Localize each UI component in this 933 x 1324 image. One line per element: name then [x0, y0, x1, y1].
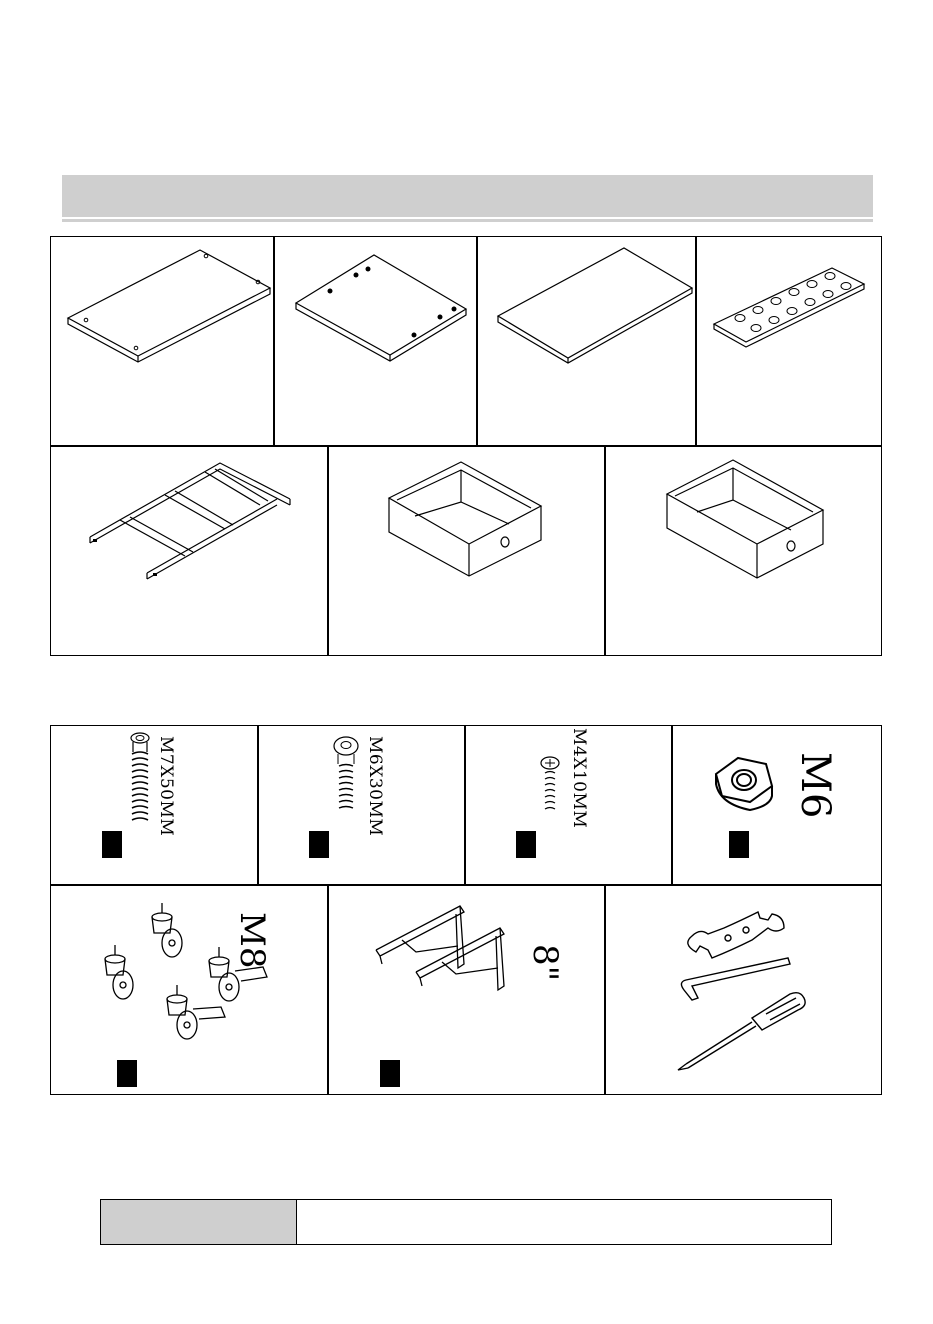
screw-m7-label: M7X50MM [156, 736, 176, 837]
top-panel-illustration [60, 240, 275, 370]
part-tag-4 [729, 831, 749, 858]
casters-label: M8 [232, 912, 272, 969]
screw-m4-illustration [536, 755, 564, 815]
brackets-label: 8" [525, 944, 565, 982]
cap-nut-illustration [708, 748, 778, 818]
nut-label: M6 [792, 752, 838, 819]
footer-box [100, 1199, 832, 1245]
drawer-large-illustration [663, 456, 828, 581]
frame-illustration [85, 455, 295, 585]
part-tag-1 [102, 831, 122, 858]
tools-illustration [672, 906, 822, 1071]
shelf-panel-illustration [492, 242, 697, 367]
screw-m7-illustration [120, 730, 160, 830]
part-tag-5 [117, 1060, 137, 1087]
footer-label-cell [101, 1200, 297, 1244]
tool-holder-illustration [710, 262, 870, 362]
header-underline [62, 219, 873, 222]
part-tag-2 [309, 831, 329, 858]
screw-m4-label: M4X10MM [569, 728, 589, 829]
side-panel-illustration [290, 245, 470, 365]
header-banner [62, 175, 873, 217]
drawer-small-illustration [385, 458, 545, 578]
folding-brackets-illustration [372, 902, 522, 1002]
screw-m6-illustration [328, 734, 364, 814]
screw-m6-label: M6X30MM [365, 736, 385, 837]
part-tag-6 [380, 1060, 400, 1087]
part-tag-3 [516, 831, 536, 858]
